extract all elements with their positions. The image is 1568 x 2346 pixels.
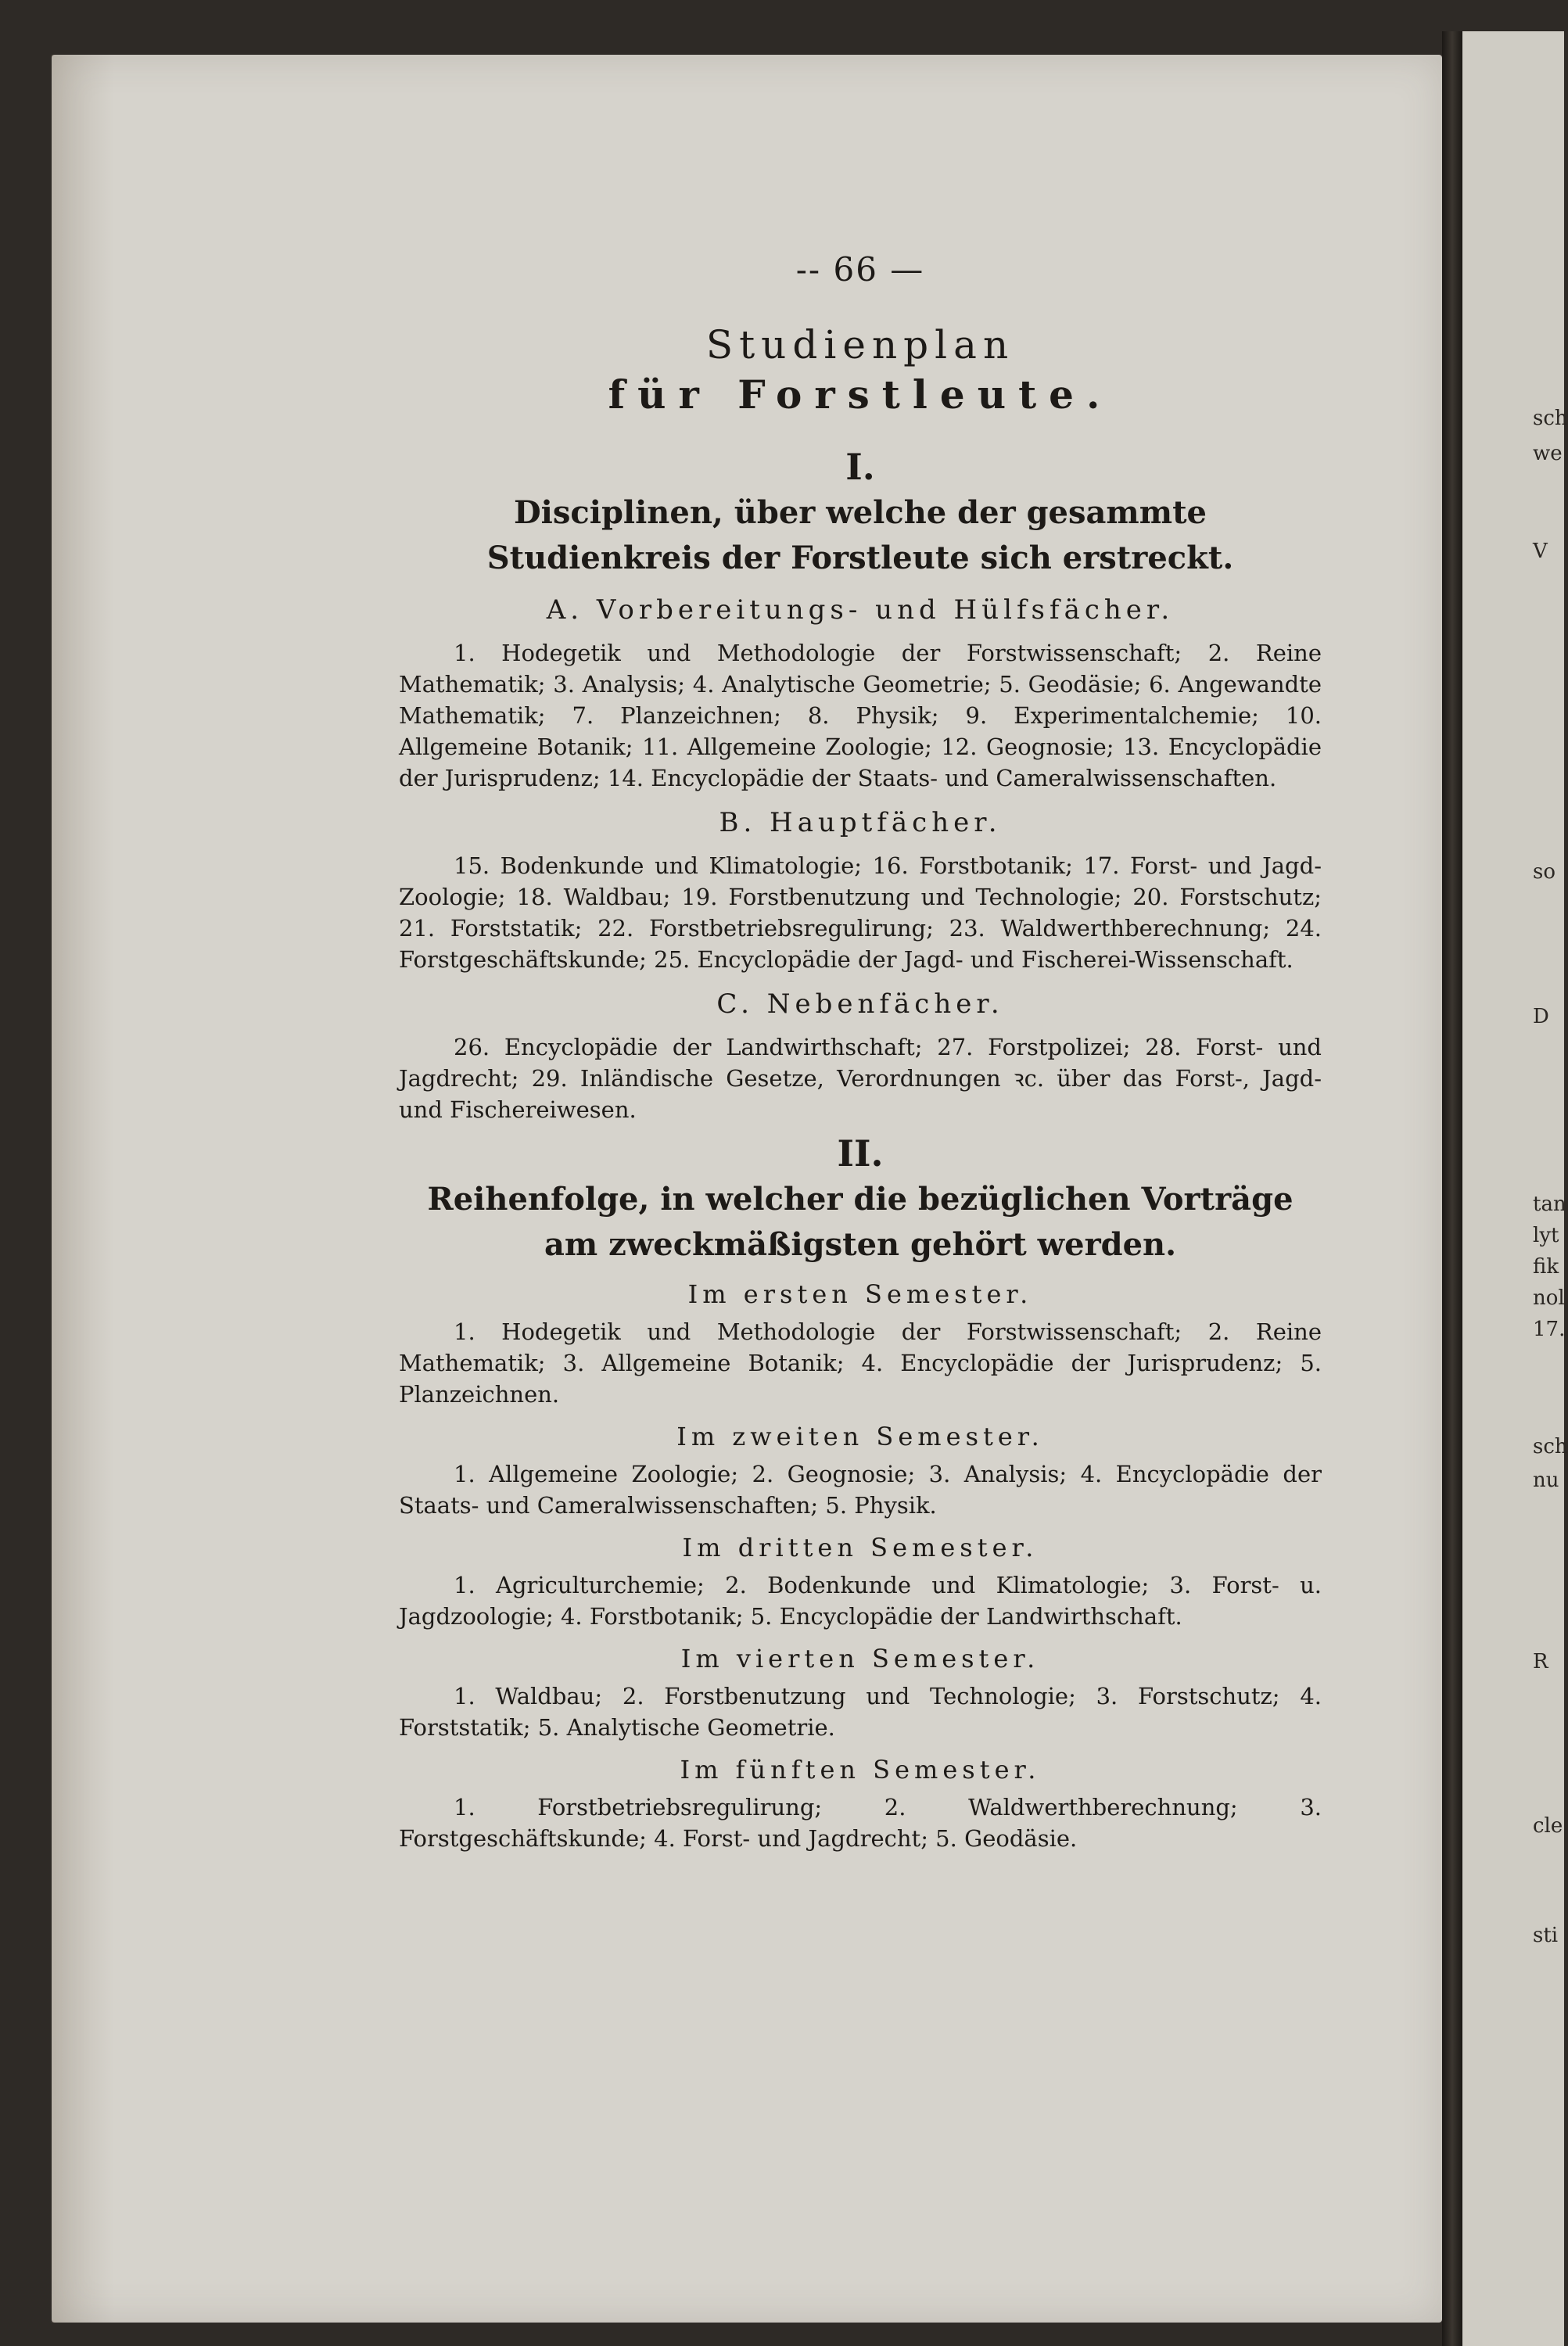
group-paragraph: 1. Hodegetik und Methodologie der Forstwissenschaft; 2. Reine Mathematik; 3. Analysis; 4. Analytische Geometrie; 5. Geodäsie; 6. Angewandte Mathematik; 7. Planzeichnen; 8. Physik; 9. Experimentalchemie; 10. Allgemeine Botanik; 11. Allgemeine Zoologie; 12. Geognosie; 13. Encyclopädie der Jurisprudenz; 14. Encyclopädie der Staats- und Cameralwissenschaften.: [399, 640, 1322, 791]
adjacent-fragment: tan: [1533, 1193, 1566, 1216]
group-heading: A. Vorbereitungs- und Hülfsfächer.: [546, 594, 1175, 626]
adjacent-fragment: sti: [1533, 1924, 1559, 1947]
page-number: -- 66 —: [795, 250, 925, 289]
semester-heading: Im dritten Semester.: [682, 1533, 1039, 1562]
page-edge-shadow: [52, 55, 114, 2323]
book-gutter: [1442, 31, 1462, 2346]
semester-heading: Im fünften Semester.: [680, 1755, 1041, 1785]
adjacent-fragment: V: [1533, 540, 1548, 563]
page-subtitle: für Forstleute.: [608, 371, 1113, 418]
semester-heading: Im zweiten Semester.: [676, 1422, 1044, 1451]
adjacent-fragment: cle: [1533, 1814, 1563, 1838]
section-number: I.: [845, 446, 875, 488]
adjacent-fragment: 17.: [1533, 1318, 1566, 1341]
adjacent-fragment: nol: [1533, 1286, 1565, 1310]
section-heading: Disciplinen, über welche der gesammte Studienkreis der Forstleute sich erstreckt.: [486, 494, 1234, 576]
adjacent-fragment: we: [1533, 442, 1563, 465]
adjacent-fragment: sch: [1533, 1435, 1568, 1458]
group-paragraph: 26. Encyclopädie der Landwirthschaft; 27. Forstpolizei; 28. Forst- und Jagdrecht; 29. Inländische Gesetze, Verordnungen ꝛc. über das Forst-, Jagd- und Fischereiwesen.: [399, 1034, 1322, 1123]
group-heading: B. Hauptfächer.: [719, 807, 1002, 838]
group-paragraph: 15. Bodenkunde und Klimatologie; 16. Forstbotanik; 17. Forst- und Jagd-Zoologie; 18. Waldbau; 19. Forstbenutzung und Technologie; 20. Forstschutz; 21. Forststatik; 22. Forstbetriebsregulirung; 23. Waldwerthberechnung; 24. Forstgeschäftskunde; 25. Encyclopädie der Jagd- und Fischerei-Wissenschaft.: [399, 852, 1322, 973]
page-content: [399, 250, 1322, 1854]
section-number: II.: [837, 1132, 884, 1175]
adjacent-fragment: fik: [1533, 1255, 1559, 1279]
semester-paragraph: 1. Agriculturchemie; 2. Bodenkunde und Klimatologie; 3. Forst- u. Jagdzoologie; 4. Forstbotanik; 5. Encyclopädie der Landwirthschaft.: [399, 1572, 1322, 1630]
adjacent-fragment: sch: [1533, 407, 1568, 430]
section-heading: Reihenfolge, in welcher die bezüglichen Vorträge am zweckmäßigsten gehört werden.: [427, 1181, 1294, 1263]
adjacent-fragment: so: [1533, 860, 1555, 884]
adjacent-page: [1462, 31, 1564, 2346]
semester-paragraph: 1. Allgemeine Zoologie; 2. Geognosie; 3. Analysis; 4. Encyclopädie der Staats- und Cameralwissenschaften; 5. Physik.: [399, 1461, 1322, 1519]
semester-heading: Im vierten Semester.: [680, 1644, 1040, 1673]
adjacent-fragment: R: [1533, 1650, 1548, 1673]
semester-paragraph: 1. Forstbetriebsregulirung; 2. Waldwerthberechnung; 3. Forstgeschäftskunde; 4. Forst- und Jagdrecht; 5. Geodäsie.: [399, 1794, 1322, 1852]
adjacent-fragment: nu: [1533, 1469, 1559, 1492]
semester-heading: Im ersten Semester.: [687, 1279, 1033, 1309]
semester-paragraph: 1. Waldbau; 2. Forstbenutzung und Technologie; 3. Forstschutz; 4. Forststatik; 5. Analytische Geometrie.: [399, 1683, 1322, 1741]
page-title: Studienplan: [705, 322, 1015, 368]
group-heading: C. Nebenfächer.: [716, 988, 1004, 1020]
semester-paragraph: 1. Hodegetik und Methodologie der Forstwissenschaft; 2. Reine Mathematik; 3. Allgemeine Botanik; 4. Encyclopädie der Jurisprudenz; 5. Planzeichnen.: [399, 1318, 1322, 1408]
adjacent-fragment: D: [1533, 1005, 1549, 1028]
adjacent-fragment: lyt: [1533, 1224, 1559, 1247]
